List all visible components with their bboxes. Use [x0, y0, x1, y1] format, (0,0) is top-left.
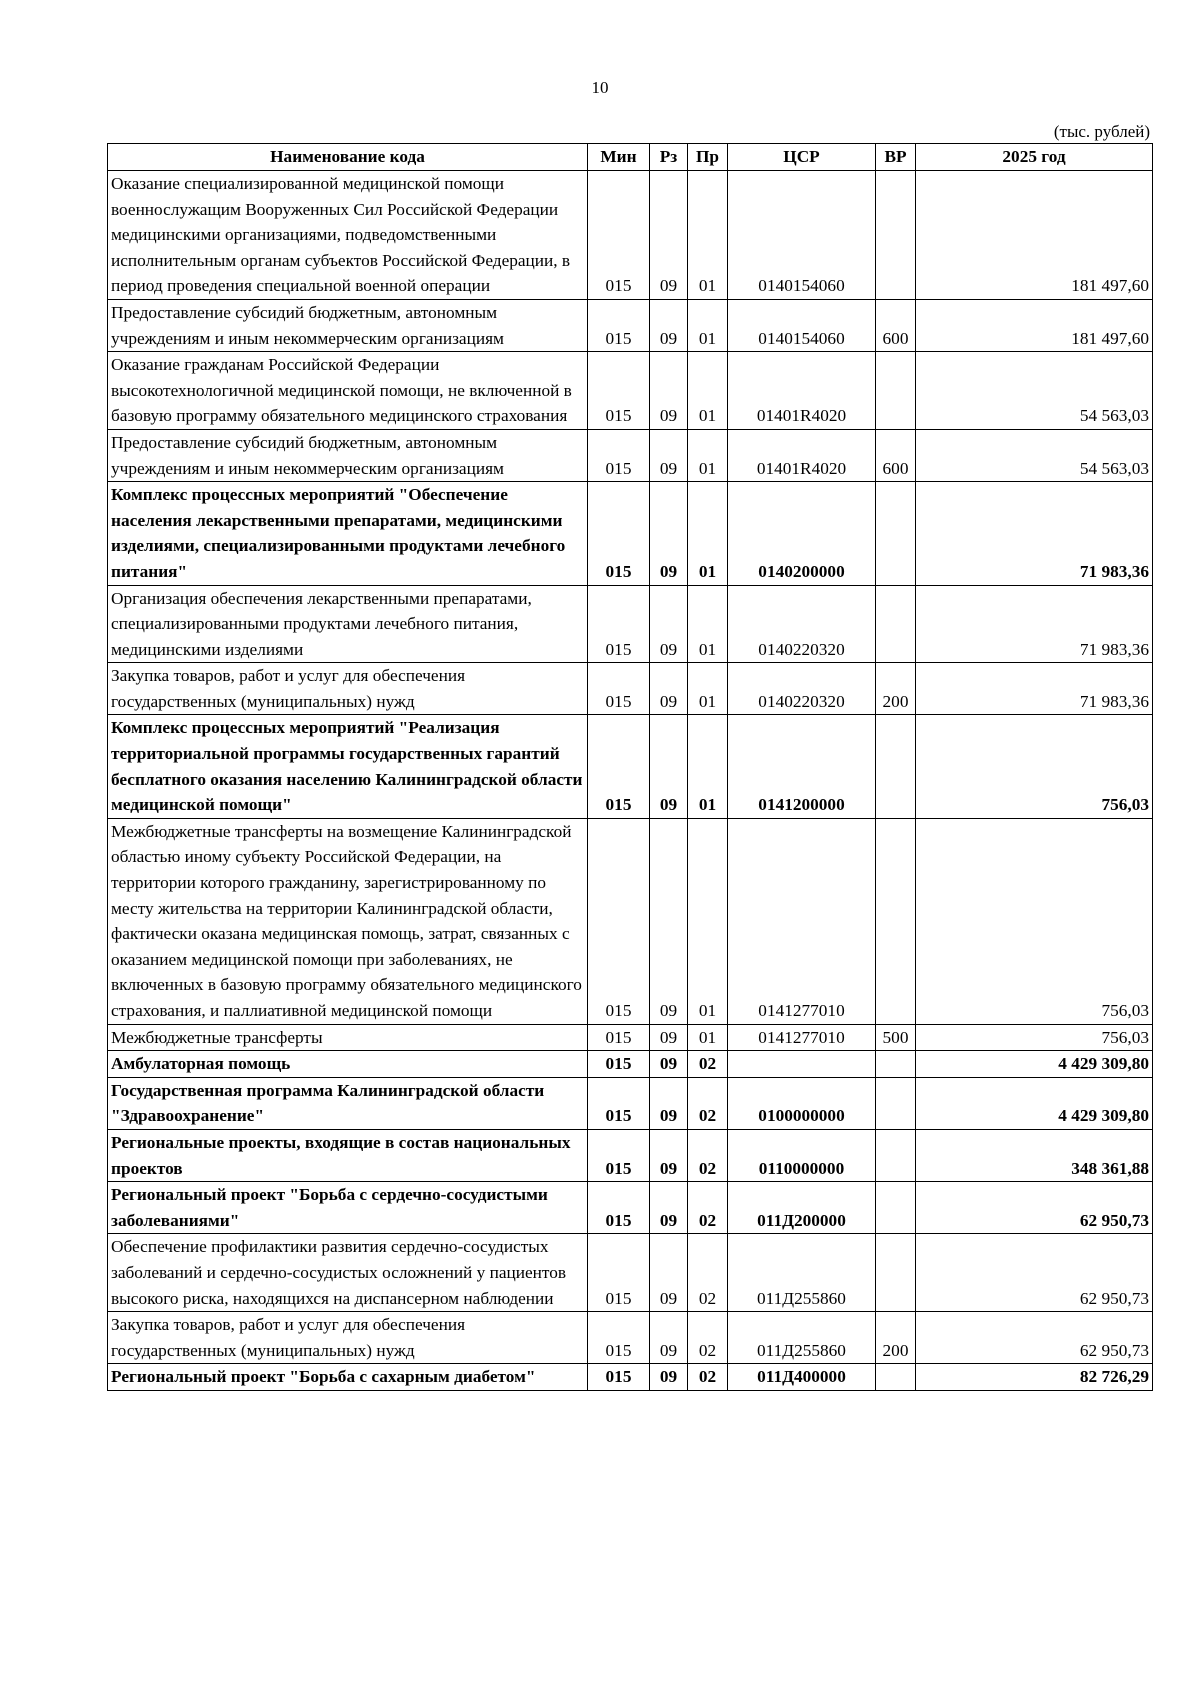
cell-amount: 54 563,03	[916, 429, 1153, 481]
cell-csr: 0100000000	[728, 1077, 876, 1129]
cell-pr: 02	[688, 1129, 728, 1181]
table-row	[108, 1234, 1153, 1312]
cell-pr: 02	[688, 1182, 728, 1234]
cell-pr: 01	[688, 429, 728, 481]
cell-name: Межбюджетные трансферты на возмещение Калининградской областью иному субъекту Российской Федерации, на территории которого гражданину, зарегистрированному по месту жительства на территории Калининградской области, фактически оказана медицинская помощь, затрат, связанных с оказанием медицинской помощи при заболеваниях, не включенных в базовую программу обязательного медицинского страхования, и паллиативной медицинской помощи	[108, 818, 588, 1024]
cell-rz: 09	[650, 585, 688, 663]
cell-rz: 09	[650, 1182, 688, 1234]
cell-name: Межбюджетные трансферты	[108, 1024, 588, 1051]
cell-pr: 01	[688, 663, 728, 715]
cell-min: 015	[588, 715, 650, 818]
cell-amount: 348 361,88	[916, 1129, 1153, 1181]
cell-min: 015	[588, 585, 650, 663]
cell-rz: 09	[650, 171, 688, 300]
cell-amount: 62 950,73	[916, 1234, 1153, 1312]
cell-amount: 54 563,03	[916, 352, 1153, 430]
cell-min: 015	[588, 299, 650, 351]
table-row	[108, 352, 1153, 430]
cell-amount: 4 429 309,80	[916, 1077, 1153, 1129]
cell-name: Закупка товаров, работ и услуг для обеспечения государственных (муниципальных) нужд	[108, 1312, 588, 1364]
cell-min: 015	[588, 1129, 650, 1181]
cell-vr: 600	[876, 429, 916, 481]
cell-pr: 02	[688, 1051, 728, 1078]
cell-amount: 756,03	[916, 715, 1153, 818]
header-rz: Рз	[650, 144, 688, 171]
header-csr: ЦСР	[728, 144, 876, 171]
cell-vr	[876, 585, 916, 663]
cell-amount: 62 950,73	[916, 1182, 1153, 1234]
cell-rz: 09	[650, 299, 688, 351]
table-row	[108, 1364, 1153, 1391]
cell-rz: 09	[650, 352, 688, 430]
cell-name: Комплекс процессных мероприятий "Реализация территориальной программы государственных гарантий бесплатного оказания населению Калининградской области медицинской помощи"	[108, 715, 588, 818]
cell-vr	[876, 818, 916, 1024]
cell-vr	[876, 1182, 916, 1234]
cell-csr: 0140200000	[728, 482, 876, 585]
cell-rz: 09	[650, 818, 688, 1024]
cell-rz: 09	[650, 1129, 688, 1181]
cell-name: Закупка товаров, работ и услуг для обеспечения государственных (муниципальных) нужд	[108, 663, 588, 715]
cell-amount: 181 497,60	[916, 299, 1153, 351]
header-vr: ВР	[876, 144, 916, 171]
table-row	[108, 1024, 1153, 1051]
cell-pr: 01	[688, 818, 728, 1024]
cell-rz: 09	[650, 1024, 688, 1051]
cell-csr: 0140154060	[728, 171, 876, 300]
cell-vr	[876, 1364, 916, 1391]
cell-min: 015	[588, 482, 650, 585]
cell-name: Амбулаторная помощь	[108, 1051, 588, 1078]
cell-amount: 71 983,36	[916, 585, 1153, 663]
cell-rz: 09	[650, 482, 688, 585]
table-row	[108, 715, 1153, 818]
cell-name: Организация обеспечения лекарственными препаратами, специализированными продуктами лечебного питания, медицинскими изделиями	[108, 585, 588, 663]
cell-vr	[876, 1077, 916, 1129]
table-header-row	[108, 144, 1153, 171]
cell-amount: 82 726,29	[916, 1364, 1153, 1391]
table-row	[108, 429, 1153, 481]
cell-min: 015	[588, 1077, 650, 1129]
cell-name: Региональный проект "Борьба с сахарным диабетом"	[108, 1364, 588, 1391]
cell-vr	[876, 1234, 916, 1312]
cell-amount: 756,03	[916, 1024, 1153, 1051]
cell-name: Региональный проект "Борьба с сердечно-сосудистыми заболеваниями"	[108, 1182, 588, 1234]
cell-csr: 011Д200000	[728, 1182, 876, 1234]
cell-pr: 01	[688, 352, 728, 430]
cell-min: 015	[588, 171, 650, 300]
cell-vr	[876, 171, 916, 300]
cell-vr: 200	[876, 663, 916, 715]
cell-pr: 01	[688, 299, 728, 351]
cell-csr: 0140220320	[728, 663, 876, 715]
cell-csr: 0110000000	[728, 1129, 876, 1181]
cell-name: Обеспечение профилактики развития сердечно-сосудистых заболеваний и сердечно-сосудистых осложнений у пациентов высокого риска, находящихся на диспансерном наблюдении	[108, 1234, 588, 1312]
cell-amount: 71 983,36	[916, 663, 1153, 715]
cell-pr: 01	[688, 715, 728, 818]
cell-pr: 02	[688, 1234, 728, 1312]
cell-rz: 09	[650, 1234, 688, 1312]
cell-vr	[876, 715, 916, 818]
cell-csr	[728, 1051, 876, 1078]
cell-pr: 02	[688, 1312, 728, 1364]
header-min: Мин	[588, 144, 650, 171]
cell-min: 015	[588, 352, 650, 430]
cell-name: Предоставление субсидий бюджетным, автономным учреждениям и иным некоммерческим организациям	[108, 429, 588, 481]
cell-min: 015	[588, 1051, 650, 1078]
cell-min: 015	[588, 1312, 650, 1364]
cell-csr: 0140154060	[728, 299, 876, 351]
cell-amount: 756,03	[916, 818, 1153, 1024]
cell-rz: 09	[650, 1312, 688, 1364]
cell-vr	[876, 1129, 916, 1181]
cell-pr: 01	[688, 482, 728, 585]
header-year: 2025 год	[916, 144, 1153, 171]
cell-amount: 181 497,60	[916, 171, 1153, 300]
cell-vr	[876, 352, 916, 430]
cell-csr: 0141277010	[728, 818, 876, 1024]
cell-csr: 01401R4020	[728, 429, 876, 481]
cell-min: 015	[588, 663, 650, 715]
cell-csr: 011Д255860	[728, 1312, 876, 1364]
cell-name: Государственная программа Калининградской области "Здравоохранение"	[108, 1077, 588, 1129]
cell-csr: 011Д255860	[728, 1234, 876, 1312]
cell-rz: 09	[650, 1051, 688, 1078]
cell-rz: 09	[650, 715, 688, 818]
cell-name: Оказание специализированной медицинской помощи военнослужащим Вооруженных Сил Российской Федерации медицинскими организациями, подведомственными исполнительным органам субъектов Российской Федерации, в период проведения специальной военной операции	[108, 171, 588, 300]
cell-rz: 09	[650, 1364, 688, 1391]
cell-pr: 01	[688, 585, 728, 663]
table-row	[108, 1077, 1153, 1129]
cell-pr: 01	[688, 171, 728, 300]
cell-name: Предоставление субсидий бюджетным, автономным учреждениям и иным некоммерческим организациям	[108, 299, 588, 351]
table-row	[108, 818, 1153, 1024]
page-number: 10	[591, 78, 609, 97]
cell-csr: 0141200000	[728, 715, 876, 818]
cell-vr	[876, 482, 916, 585]
header-pr: Пр	[688, 144, 728, 171]
cell-csr: 011Д400000	[728, 1364, 876, 1391]
cell-min: 015	[588, 818, 650, 1024]
table-row	[108, 1051, 1153, 1078]
table-row	[108, 1182, 1153, 1234]
cell-min: 015	[588, 429, 650, 481]
cell-name: Региональные проекты, входящие в состав национальных проектов	[108, 1129, 588, 1181]
table-body	[108, 171, 1153, 1391]
cell-pr: 01	[688, 1024, 728, 1051]
cell-vr: 600	[876, 299, 916, 351]
cell-rz: 09	[650, 1077, 688, 1129]
cell-vr: 200	[876, 1312, 916, 1364]
table-row	[108, 1129, 1153, 1181]
cell-pr: 02	[688, 1364, 728, 1391]
cell-vr: 500	[876, 1024, 916, 1051]
cell-rz: 09	[650, 663, 688, 715]
table-row	[108, 1312, 1153, 1364]
cell-min: 015	[588, 1024, 650, 1051]
cell-min: 015	[588, 1182, 650, 1234]
cell-csr: 0141277010	[728, 1024, 876, 1051]
cell-amount: 62 950,73	[916, 1312, 1153, 1364]
cell-amount: 4 429 309,80	[916, 1051, 1153, 1078]
budget-table	[107, 143, 1153, 1391]
cell-min: 015	[588, 1234, 650, 1312]
cell-min: 015	[588, 1364, 650, 1391]
cell-rz: 09	[650, 429, 688, 481]
table-row	[108, 171, 1153, 300]
table-row	[108, 585, 1153, 663]
unit-note: (тыс. рублей)	[1053, 122, 1150, 141]
table-row	[108, 299, 1153, 351]
cell-amount: 71 983,36	[916, 482, 1153, 585]
cell-csr: 0140220320	[728, 585, 876, 663]
table-row	[108, 482, 1153, 585]
cell-name: Комплекс процессных мероприятий "Обеспечение населения лекарственными препаратами, медицинскими изделиями, специализированными продуктами лечебного питания"	[108, 482, 588, 585]
cell-name: Оказание гражданам Российской Федерации высокотехнологичной медицинской помощи, не включенной в базовую программу обязательного медицинского страхования	[108, 352, 588, 430]
cell-csr: 01401R4020	[728, 352, 876, 430]
table-row	[108, 663, 1153, 715]
cell-vr	[876, 1051, 916, 1078]
header-name: Наименование кода	[108, 144, 588, 171]
cell-pr: 02	[688, 1077, 728, 1129]
